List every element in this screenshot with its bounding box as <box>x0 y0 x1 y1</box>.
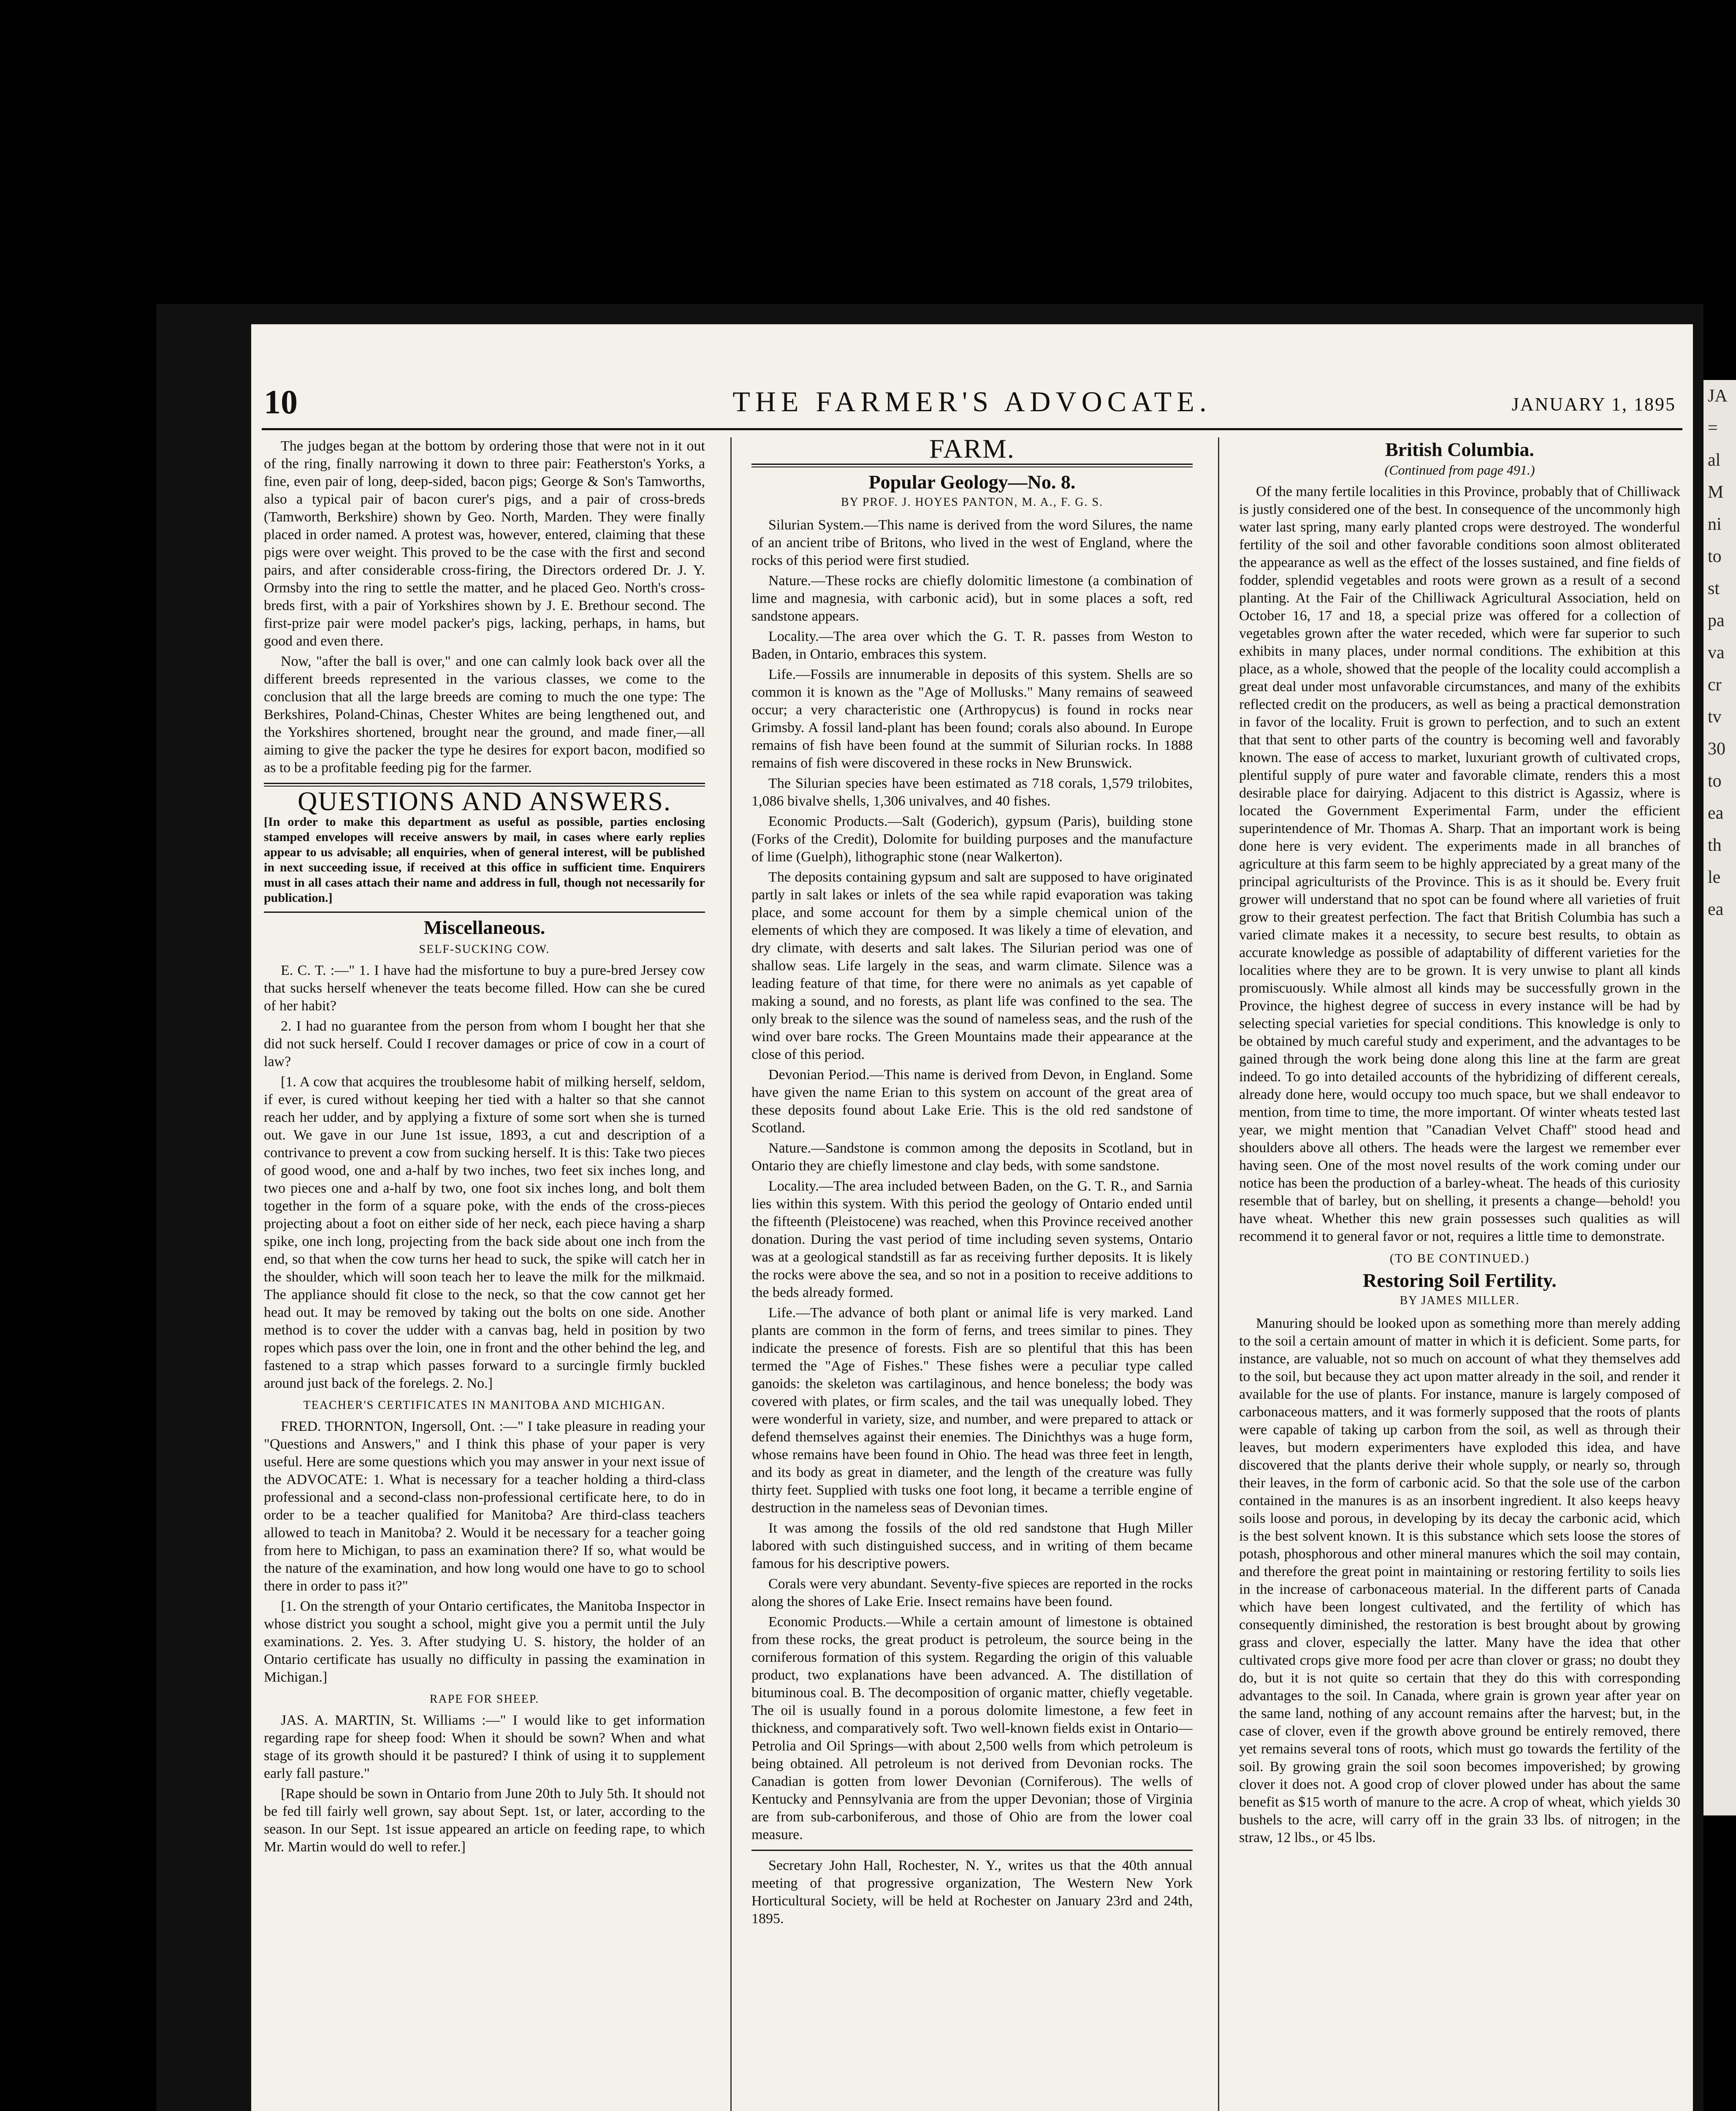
section-title: QUESTIONS AND ANSWERS. <box>298 786 671 816</box>
page-header <box>251 383 1693 423</box>
article-title: British Columbia. <box>1385 439 1534 460</box>
article-paragraph: Nature.—These rocks are chiefly dolomitic limestone (a combination of lime and magnesia, with carbonic acid), but in some places a soft, red sandstone appears. <box>751 573 1193 624</box>
edge-fragment: al <box>1708 450 1721 470</box>
article-title: Popular Geology—No. 8. <box>868 471 1076 493</box>
edge-fragment: = <box>1708 418 1718 438</box>
article-paragraph: Devonian Period.—This name is derived from Devon, in England. Some have given the name Erian to this system on account of the great area of these deposits found about Lake Erie. This is the old red sandstone of Scotland. <box>751 1067 1193 1136</box>
section-title: FARM. <box>929 437 1015 464</box>
question-text: JAS. A. MARTIN, St. Williams :—" I would like to get information regarding rape for sheep food: When it should be sown? When and what stage of its growth should it be pastured? I think of using it to supplement early fall pasture." <box>264 1712 705 1781</box>
edge-fragment: to <box>1708 547 1722 566</box>
section-rule <box>751 464 1193 467</box>
article-byline: BY JAMES MILLER. <box>1400 1294 1520 1307</box>
edge-fragment: tv <box>1708 707 1722 727</box>
question-text: 2. I had no guarantee from the person from whom I bought her that she did not suck herself. Could I recover damages or price of cow in a court of law? <box>264 1018 705 1069</box>
issue-date: JANUARY 1, 1895 <box>1511 394 1676 415</box>
edge-fragment: M <box>1708 483 1724 502</box>
section-rule <box>751 1850 1193 1851</box>
question-text: E. C. T. :—" 1. I have had the misfortune to buy a pure-bred Jersey cow that sucks herself whenever the teats become filled. How can she be cured of her habit? <box>264 963 705 1014</box>
article-paragraph: Of the many fertile localities in this Province, probably that of Chilliwack is justly considered one of the best. In consequence of the uncommonly high water last spring, many early planted crops were destroyed. The wonderful fertility of the soil and other favorable conditions soon almost obliterated the appearance as well as the effect of the losses sustained, and fine fields of fodder, splendid vegetables and roots were grown as a result of a second planting. At the Fair of the Chilliwack Agricultural Association, held on October 16, 17 and 18, a special prize was offered for a collection of vegetables grown after the water receded, which were far superior to such exhibits in many places, under normal conditions. The exhibition at this place, as a whole, showed that the people of the locality could accomplish a great deal under most unfavorable circumstances, and many of the exhibits reflected credit on the producers, as well as being a practical demonstration in favor of the locality. Fruit is grown to perfection, and to such an extent that that sent to other parts of the country is becoming well and favorably known. The ease of access to market, luxuriant growth of cultivated crops, plentiful supply of pure water and favorable climate, renders this a most desirable place for dairying. Adjacent to this district is Agassiz, where is located the Government Experimental Farm, under the efficient superintendence of Mr. Thomas A. Sharp. That an important work is being done here is very evident. The experiments made in all branches of agriculture at this farm seem to be highly appreciated by a great many of the principal agriculturists of the Province. This is as it should be. Every fruit grower will understand that no spot can be found where all varieties of fruit grow to their greatest perfection. The fact that British Columbia has such a varied climate makes it a necessity, to secure best results, to obtain as accurate knowledge as possible of adaptability of different varieties for the localities where they are to be grown. It is very unwise to plant all kinds promiscuously. While almost all kinds may be successfully grown in the Province, the highest degree of success in every instance will be had by selecting special varieties for special conditions. This knowledge is only to be obtained by much careful study and experiment, and the advantages to be gained through the work being done along this line at the farm are great indeed. To go into detailed accounts of the hybridizing of different cereals, already done here, would occupy too much space, but we shall endeavor to mention, from time to time, the more important. Of winter wheats tested last year, we might mention that "Canadian Velvet Chaff" stood head and shoulders above all others. The heads were the largest we remember ever having seen. One of the most novel results of the work coming under our notice has been the production of a barley-wheat. The heads of this curiosity resemble that of barley, but on shelling, it presents a change—behold! you have wheat. Whether this new grain possesses such qualities as will recommend it to general favor or not, requires a little time to demonstrate. <box>1239 484 1680 1244</box>
article-byline: BY PROF. J. HOYES PANTON, M. A., F. G. S. <box>841 496 1104 509</box>
column-divider <box>730 437 732 2111</box>
edge-fragment: ea <box>1708 803 1724 823</box>
answer-text: [Rape should be sown in Ontario from June 20th to July 5th. It should not be fed till fairly well grown, say about Sept. 1st, or later, according to the season. In our Sept. 1st issue appeared an article on feeding rape, to which Mr. Martin would do well to refer.] <box>264 1786 705 1855</box>
article-continuation-note: (Continued from page 491.) <box>1384 462 1535 478</box>
article-paragraph: Economic Products.—Salt (Goderich), gypsum (Paris), building stone (Forks of the Credit), Dolomite for building purposes and the manufacture of lime (Guelph), lithographic stone (near Walkerton). <box>751 814 1193 865</box>
article-paragraph: Nature.—Sandstone is common among the deposits in Scotland, but in Ontario they are chiefly limestone and clay beds, with some sandstone. <box>751 1140 1193 1174</box>
article-paragraph: Locality.—The area included between Baden, on the G. T. R., and Sarnia lies within this system. With this period the geology of Ontario ended until the fifteenth (Pleistocene) was reached, when this Province received another donation. During the vast period of time including seven systems, Ontario was at a geological standstill as far as receiving further deposits. It is likely the rocks were above the sea, and so not in a position to receive additions to the beds already formed. <box>751 1178 1193 1300</box>
edge-fragment: ni <box>1708 515 1722 534</box>
article-paragraph: The deposits containing gypsum and salt are supposed to have originated partly in salt lakes or inlets of the sea while rapid evaporation was taking place, and some account for them by a simple chemical union of the elements of which they are composed. It was likely a time of elevation, and dry climate, with deserts and salt lakes. The Silurian period was one of shallow seas. Life largely in the seas, and warm climate. Silence was a leading feature of that time, for there were no animals as yet capable of making a sound, and no forests, as plant life was confined to the sea. The only break to the silence was the sound of nameless seas, and the rush of the wind over bare rocks. The Green Mountains made their appearance at the close of this period. <box>751 869 1193 1062</box>
subsection-title: Miscellaneous. <box>423 917 545 938</box>
article-paragraph: Life.—The advance of both plant or animal life is very marked. Land plants are common in the form of ferns, and trees similar to pines. They indicate the presence of forests. Fish are so plentiful that this has been termed the "Age of Fishes." These fishes were a peculiar type called ganoids: the skeleton was cartilaginous, and hence boneless; the body was covered with plates, or firm scales, and the tail was unequally lobed. They were wonderful in variety, size, and number, and were prepared to attack or defend themselves against their enemies. The Dinichthys was a huge form, whose remains have been found in Ohio. The head was three feet in length, and its body as great in diameter, and the length of the creature was fully thirty feet. Supplied with tusks one foot long, it became a terrible engine of destruction in the nameless seas of Devonian times. <box>751 1305 1193 1516</box>
question-heading: TEACHER'S CERTIFICATES IN MANITOBA AND MICHIGAN. <box>303 1399 666 1412</box>
article-paragraph: Silurian System.—This name is derived from the word Silures, the name of an ancient tribe of Britons, who lived in the west of England, where the rocks of this period were first studied. <box>751 517 1193 568</box>
adjacent-page-edge <box>1703 380 1736 1815</box>
edge-fragment: cr <box>1708 675 1722 695</box>
newspaper-page <box>251 324 1693 2111</box>
edge-fragment: pa <box>1708 611 1725 630</box>
article-paragraph: The judges began at the bottom by ordering those that were not in it out of the ring, finally narrowing it down to three pair: Featherston's Yorks, a fine, even pair of long, deep-sided, bacon pigs; George & Son's Tamworths, also a typical pair of bacon curer's pigs, and a pair of cross-breds (Tamworth, Berkshire) shown by Geo. North, Marden. They were finally placed in order named. A protest was, however, entered, claiming that these pigs were over weight. This proved to be the case with the first and second pairs, and after considerable cross-firing, the Directors ordered Dr. J. Y. Ormsby into the ring to settle the matter, and he placed Geo. North's cross-breds first, with a pair of Yorkshires shown by J. E. Brethour second. The first-prize pair were model packer's pigs, lacking, perhaps, in hams, but good and even there. <box>264 438 705 649</box>
department-note: [In order to make this department as useful as possible, parties enclosing stamped envelopes will receive answers by mail, in cases where early replies appear to us advisable; all enquiries, when of general interest, will be published in next succeeding issue, if received at this office in sufficient time. Enquirers must in all cases attach their name and address in full, though not necessarily for publication.] <box>264 815 705 905</box>
article-paragraph: Locality.—The area over which the G. T. R. passes from Weston to Baden, in Ontario, embraces this system. <box>751 629 1193 662</box>
column-2 <box>751 437 1193 2111</box>
edge-fragment: va <box>1708 643 1725 662</box>
to-be-continued: (TO BE CONTINUED.) <box>1389 1251 1530 1265</box>
question-text: FRED. THORNTON, Ingersoll, Ont. :—" I take pleasure in reading your "Questions and Answers," and I think this phase of your paper is very useful. Here are some questions which you may answer in your next issue of the ADVOCATE: 1. What is necessary for a teacher holding a third-class professional and a second-class non-professional certificate here, to do in order to be a teacher qualified for Manitoba? Are third-class teachers allowed to teach in Manitoba? 2. Would it be necessary for a teacher going from here to Michigan, to pass an examination there? If so, what would be the nature of the examination, and how long would one have to go to school there in order to pass it?" <box>264 1419 705 1594</box>
edge-fragment: le <box>1708 868 1721 887</box>
article-paragraph: Life.—Fossils are innumerable in deposits of this system. Shells are so common it is known as the "Age of Mollusks." Many remains of seaweed occur; a very characteristic one (Arthropycus) is found in rocks near Grimsby. A fossil land-plant has been found; corals also abound. In Europe remains of fish have been found at the summit of Silurian rocks. In 1888 remains of fish were discovered in these rocks in New Brunswick. <box>751 667 1193 771</box>
article-paragraph: Now, "after the ball is over," and one can calmly look back over all the different breeds represented in the various classes, we come to the conclusion that all the large breeds are coming to much the one type: The Berkshires, Poland-Chinas, Chester Whites are being lengthened out, and the Yorkshires shortened, brought near the ground, and made finer,—all aiming to give the packer the type he desires for export bacon, modified so as to be a profitable feeding pig for the farmer. <box>264 654 705 776</box>
article-paragraph: The Silurian species have been estimated as 718 corals, 1,579 trilobites, 1,086 bivalve shells, 1,306 univalves, and 40 fishes. <box>751 776 1193 809</box>
edge-fragment: JA <box>1708 386 1728 406</box>
article-paragraph: Corals were very abundant. Seventy-five spieces are reported in the rocks along the shores of Lake Erie. Insect remains have been found. <box>751 1576 1193 1609</box>
article-paragraph: Economic Products.—While a certain amount of limestone is obtained from these rocks, the great product is petroleum, the source being in the corniferous formation of this system. Regarding the origin of this valuable product, two explanations have been advanced. A. The distillation of bituminous coal. B. The decomposition of organic matter, chiefly vegetable. The oil is usually found in a porous dolomite limestone, a few feet in thickness, and comparatively soft. Two well-known fields exist in Ontario—Petrolia and Oil Springs—with about 2,500 wells from which petroleum is being obtained. All petroleum is not derived from Devonian rocks. The Canadian is gotten from lower Devonian (Corniferous). The wells of Kentucky and Pennsylvania are from the upper Devonian; those of Virginia are from sub-carboniferous, and those of Ohio are from the lower coal measure. <box>751 1614 1193 1842</box>
edge-fragment: to <box>1708 771 1722 791</box>
article-title: Restoring Soil Fertility. <box>1363 1270 1557 1291</box>
answer-text: [1. A cow that acquires the troublesome habit of milking herself, seldom, if ever, is cured without keeping her tied with a halter so that she cannot reach her udder, and by applying a fixture of some sort when she is turned out. We gave in our June 1st issue, 1893, a cut and description of a contrivance to prevent a cow from sucking herself. It is this: Take two pieces of good wood, one and a-half by two inches, two feet six inches long, and two pieces one and a-half by two, one foot six inches long, and bolt them together in the form of a square poke, with the ends of the cross-pieces projecting about a foot on either side of her neck, each piece having a sharp spike, one inch long, projecting from the back side about one inch from the end, so that when the cow turns her head to suck, the spike will catch her in the shoulder, which will soon teach her to leave the milk for the milkmaid. The appliance should fit close to the neck, so that the cow cannot get her head out. It may be removed by taking out the bolts on one side. Another method is to cover the udder with a canvas bag, held in position by two ropes which pass over the loin, one in front and the other behind the leg, and fastened to a strap which passes forward to a surcingle firmly buckled around just back of the forelegs. 2. No.] <box>264 1074 705 1391</box>
section-rule <box>264 912 705 913</box>
column-divider <box>1218 437 1219 2111</box>
answer-text: [1. On the strength of your Ontario certificates, the Manitoba Inspector in whose district you sought a school, might give you a permit until the July examinations. 2. Yes. 3. After studying U. S. history, the holder of an Ontario certificate has usually no difficulty in passing the examination in Michigan.] <box>264 1598 705 1685</box>
masthead: THE FARMER'S ADVOCATE. <box>732 385 1212 418</box>
edge-fragment: ea <box>1708 900 1724 919</box>
header-rule <box>262 428 1682 430</box>
edge-fragment: 30 <box>1708 739 1725 759</box>
column-1 <box>264 437 705 2111</box>
question-heading: RAPE FOR SHEEP. <box>429 1693 540 1706</box>
page-number: 10 <box>264 384 298 421</box>
article-paragraph: It was among the fossils of the old red sandstone that Hugh Miller labored with such distinguished success, and in writing of them became famous for his descriptive powers. <box>751 1520 1193 1571</box>
edge-fragment: st <box>1708 579 1720 598</box>
article-paragraph: Manuring should be looked upon as something more than merely adding to the soil a certain amount of matter in which it is deficient. Some parts, for instance, are valuable, not so much on account of what they themselves add to the soil, but because they act upon matter already in the soil, and render it available for the use of plants. For instance, manure is largely composed of carbonaceous matters, and it was formerly supposed that the roots of plants were capable of taking up carbon from the soil, as well as through their leaves, but modern experimenters have exploded this idea, and have discovered that the plants derive their whole supply, or nearly so, through their leaves, in the form of carbonic acid. So that the sole use of the carbon contained in the manures is as an insorbent ingredient. It also keeps heavy soils loose and porous, in developing by its decay the carbonic acid, which is the best solvent known. It is this substance which sets loose the stores of potash, phosphorous and other mineral manures which the soil may contain, and therefore the great point in maintaining or restoring fertility to soils lies in the increase of carbonaceous material. In the different parts of Canada which have been longest cultivated, and the fertility of which has consequently diminished, the restoration is best brought about by growing grass and clover, especially the latter. Many have the idea that other cultivated crops give more food per acre than clover or grass; no doubt they do, but it is not quite so certain that they do this with corresponding advantages to the soil. In Canada, where grain is grown year after year on the same land, nothing of any account remains after the harvest; but, in the case of clover, even if the growth above ground be entirely removed, there yet remains several tons of roots, which must go towards the fertility of the soil. By growing grain the soil soon becomes impoverished; by growing clover it does not. A good crop of clover plowed under has about the same benefit as $15 worth of manure to the acre. A crop of wheat, which yields 30 bushels to the acre, will carry off in the grain 33 lbs. of nitrogen; in the straw, 12 lbs., or 45 lbs. <box>1239 1316 1680 1845</box>
article-paragraph: Secretary John Hall, Rochester, N. Y., writes us that the 40th annual meeting of that progressive organization, The Western New York Horticultural Society, will be held at Rochester on January 23rd and 24th, 1895. <box>751 1858 1193 1926</box>
edge-fragment: th <box>1708 836 1722 855</box>
column-3 <box>1239 437 1680 2111</box>
question-heading: SELF-SUCKING COW. <box>419 943 550 956</box>
